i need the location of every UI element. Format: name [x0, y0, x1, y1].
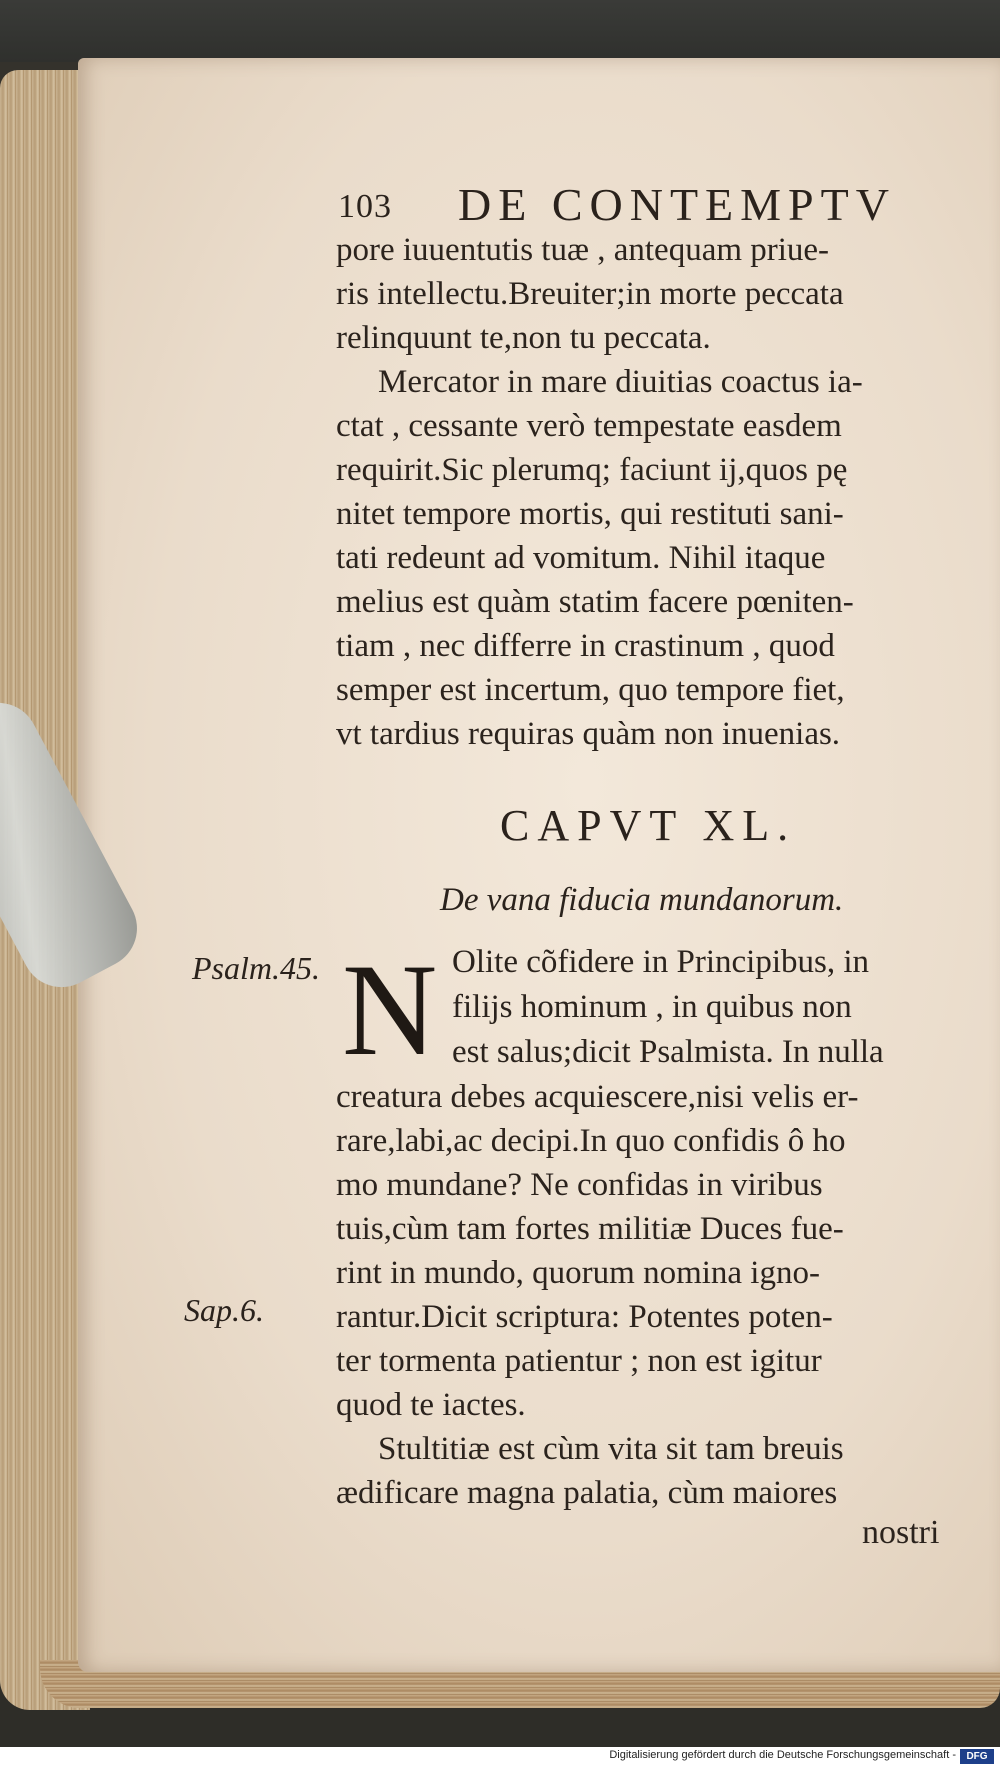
drop-capital: N: [342, 936, 438, 1083]
margin-note-psalm: Psalm.45.: [192, 950, 320, 986]
text-line: melius est quàm statim facere pœniten-: [336, 584, 854, 620]
text-line: rint in mundo, quorum nomina igno-: [336, 1255, 820, 1291]
catchword: nostri: [862, 1514, 940, 1551]
text-line: Stultitiæ est cùm vita sit tam breuis: [378, 1431, 844, 1467]
text-line: ter tormenta patientur ; non est igitur: [336, 1343, 822, 1379]
text-line: tati redeunt ad vomitum. Nihil itaque: [336, 540, 826, 576]
text-line: Olite cõfidere in Principibus, in: [452, 944, 869, 980]
text-block-top: [336, 228, 976, 756]
text-line: est salus;dicit Psalmista. In nulla: [452, 1034, 884, 1070]
text-line: requirit.Sic plerumq; faciunt ij,quos pę: [336, 452, 848, 488]
text-block-dropcap: [452, 940, 982, 1075]
text-line: tiam , nec differre in crastinum , quod: [336, 628, 835, 664]
text-line: relinquunt te,non tu peccata.: [336, 320, 711, 356]
text-line: ædificare magna palatia, cùm maiores: [336, 1475, 838, 1511]
chapter-subtitle: De vana fiducia mundanorum.: [440, 882, 844, 918]
text-line: creatura debes acquiescere,nisi velis er-: [336, 1079, 859, 1115]
page-number: 103: [338, 188, 392, 225]
text-line: mo mundane? Ne confidas in viribus: [336, 1167, 823, 1203]
text-line: ctat , cessante verò tempestate easdem: [336, 408, 842, 444]
chapter-heading: CAPVT XL.: [500, 801, 797, 850]
text-line: vt tardius requiras quàm non inuenias.: [336, 716, 841, 752]
text-line: semper est incertum, quo tempore fiet,: [336, 672, 845, 708]
digitization-credit: Digitalisierung gefördert durch die Deutsche Forschungsgemeinschaft -: [609, 1749, 956, 1761]
text-line: pore iuuentutis tuæ , antequam priue-: [336, 232, 830, 268]
text-line: Mercator in mare diuitias coactus ia-: [378, 364, 863, 400]
text-line: filijs hominum , in quibus non: [452, 989, 852, 1025]
text-line: rantur.Dicit scriptura: Potentes poten-: [336, 1299, 833, 1335]
text-line: rare,labi,ac decipi.In quo confidis ô ho: [336, 1123, 846, 1159]
text-line: quod te iactes.: [336, 1387, 526, 1423]
running-title: DE CONTEMPTV: [458, 179, 896, 230]
text-line: nitet tempore mortis, qui restituti sani-: [336, 496, 844, 532]
text-line: tuis,cùm tam fortes militiæ Duces fue-: [336, 1211, 844, 1247]
margin-note-sap: Sap.6.: [184, 1292, 264, 1328]
text-block-bottom: [336, 1075, 976, 1515]
text-line: ris intellectu.Breuiter;in morte peccata: [336, 276, 844, 312]
book-cover-top: [0, 0, 1000, 62]
dfg-logo: DFG: [960, 1749, 994, 1764]
